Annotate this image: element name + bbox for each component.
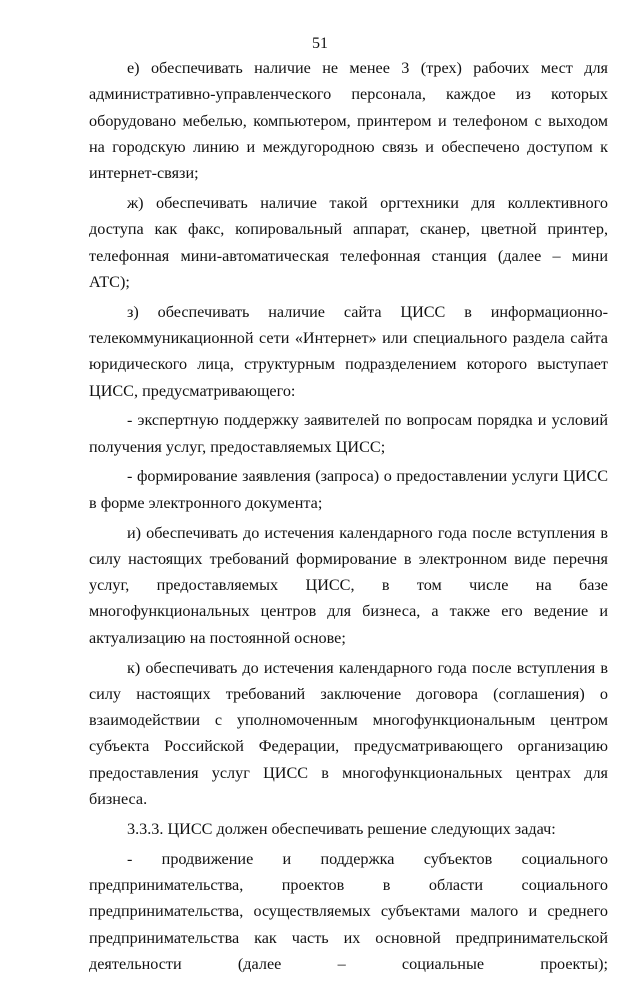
paragraph-z: з) обеспечивать наличие сайта ЦИСС в информационно-телекоммуникационной сети «Интернет» или специального раздела сайта юридического лица, структурным подразделением которого выступает ЦИСС, предусматривающего:	[89, 302, 608, 400]
page-number: 51	[312, 35, 328, 52]
paragraph-i: и) обеспечивать до истечения календарного года после вступления в силу настоящих требований формирование в электронном виде перечня услуг, предоставляемых ЦИСС, в том числе на базе многофункциональных центров для бизнеса, а также его ведение и актуализацию на постоянной основе;	[89, 523, 608, 647]
list-item-promotion-support: - продвижение и поддержка субъектов социального предпринимательства, проектов в области социального предпринимательства, осуществляемых субъектами малого и среднего предпринимательства как часть их основной предпринимательской деятельности (далее – социальные проекты);	[89, 849, 608, 973]
list-item-expert-support: - экспертную поддержку заявителей по вопросам порядка и условий получения услуг, предоставляемых ЦИСС;	[89, 411, 608, 456]
paragraph-e: е) обеспечивать наличие не менее 3 (трех) рабочих мест для административно-управленческого персонала, каждое из которых оборудовано мебелью, компьютером, принтером и телефоном с выходом на городскую линию и междугородною связь и обеспечено доступом к интернет-связи;	[89, 59, 608, 183]
paragraph-zh: ж) обеспечивать наличие такой оргтехники для коллективного доступа как факс, копировальный аппарат, сканер, цветной принтер, телефонная мини-автоматическая телефонная станция (далее – мини АТС);	[89, 193, 608, 291]
document-body	[89, 55, 608, 981]
section-3-3-3-heading: 3.3.3. ЦИСС должен обеспечивать решение следующих задач:	[127, 819, 556, 838]
list-item-application-forming: - формирование заявления (запроса) о предоставлении услуги ЦИСС в форме электронного документа;	[89, 467, 608, 512]
paragraph-k: к) обеспечивать до истечения календарного года после вступления в силу настоящих требований заключение договора (соглашения) о взаимодействии с уполномоченным многофункциональным центром субъекта Российской Федерации, предусматривающего организацию предоставления услуг ЦИСС в многофункциональных центрах для бизнеса.	[89, 658, 608, 809]
